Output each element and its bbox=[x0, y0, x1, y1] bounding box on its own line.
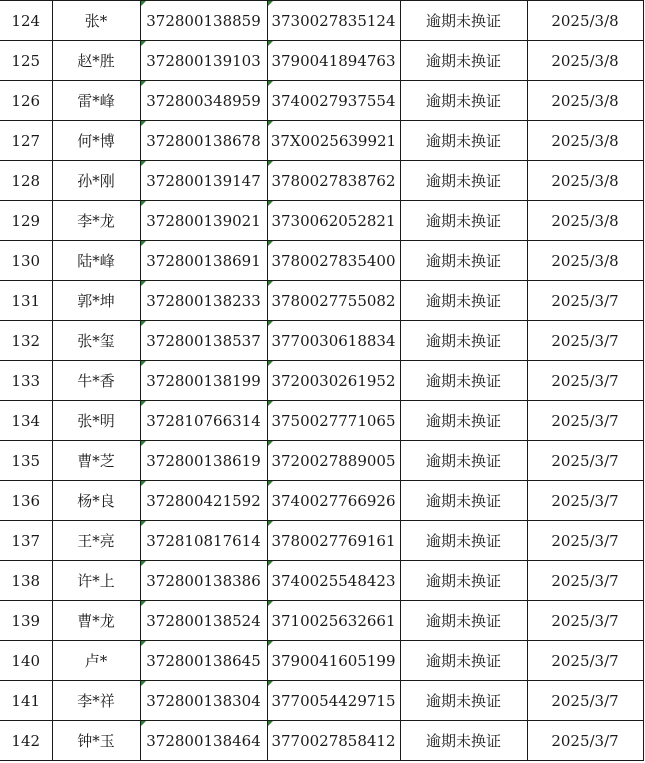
row-number-cell[interactable]: 130 bbox=[0, 241, 52, 281]
row-number-cell[interactable]: 128 bbox=[0, 161, 52, 201]
table-row bbox=[0, 601, 643, 641]
license-number-cell[interactable]: 3790041894763 bbox=[267, 41, 400, 81]
status-cell[interactable]: 逾期未换证 bbox=[400, 641, 527, 681]
date-cell[interactable]: 2025/3/7 bbox=[527, 681, 643, 721]
license-number-cell[interactable]: 3740027937554 bbox=[267, 81, 400, 121]
name-cell[interactable]: 钟*玉 bbox=[52, 721, 140, 761]
status-cell[interactable]: 逾期未换证 bbox=[400, 361, 527, 401]
name-cell[interactable]: 卢* bbox=[52, 641, 140, 681]
row-number-cell[interactable]: 134 bbox=[0, 401, 52, 441]
name-cell[interactable]: 牛*香 bbox=[52, 361, 140, 401]
id-number-cell[interactable]: 372810766314 bbox=[140, 401, 267, 441]
license-number-cell[interactable]: 3720027889005 bbox=[267, 441, 400, 481]
id-number-cell[interactable]: 372810817614 bbox=[140, 521, 267, 561]
license-number-cell[interactable]: 3770054429715 bbox=[267, 681, 400, 721]
name-cell[interactable]: 陆*峰 bbox=[52, 241, 140, 281]
table-row bbox=[0, 241, 643, 281]
status-cell[interactable]: 逾期未换证 bbox=[400, 1, 527, 41]
id-number-cell[interactable]: 372800139147 bbox=[140, 161, 267, 201]
date-cell[interactable]: 2025/3/8 bbox=[527, 241, 643, 281]
row-number-cell[interactable]: 125 bbox=[0, 41, 52, 81]
name-cell[interactable]: 李*祥 bbox=[52, 681, 140, 721]
date-cell[interactable]: 2025/3/8 bbox=[527, 161, 643, 201]
date-cell[interactable]: 2025/3/8 bbox=[527, 1, 643, 41]
name-cell[interactable]: 张* bbox=[52, 1, 140, 41]
date-cell[interactable]: 2025/3/7 bbox=[527, 401, 643, 441]
license-number-cell[interactable]: 3780027769161 bbox=[267, 521, 400, 561]
status-cell[interactable]: 逾期未换证 bbox=[400, 441, 527, 481]
date-cell[interactable]: 2025/3/8 bbox=[527, 81, 643, 121]
date-cell[interactable]: 2025/3/7 bbox=[527, 321, 643, 361]
status-cell[interactable]: 逾期未换证 bbox=[400, 681, 527, 721]
table-row bbox=[0, 161, 643, 201]
license-number-cell[interactable]: 3740027766926 bbox=[267, 481, 400, 521]
table-row bbox=[0, 321, 643, 361]
id-number-cell[interactable]: 372800138619 bbox=[140, 441, 267, 481]
table-row bbox=[0, 281, 643, 321]
row-number-cell[interactable]: 137 bbox=[0, 521, 52, 561]
status-cell[interactable]: 逾期未换证 bbox=[400, 161, 527, 201]
table-row bbox=[0, 481, 643, 521]
table-row bbox=[0, 521, 643, 561]
status-cell[interactable]: 逾期未换证 bbox=[400, 121, 527, 161]
license-number-cell[interactable]: 3770027858412 bbox=[267, 721, 400, 761]
date-cell[interactable]: 2025/3/7 bbox=[527, 521, 643, 561]
license-number-cell[interactable]: 3740025548423 bbox=[267, 561, 400, 601]
license-number-cell[interactable]: 37X0025639921 bbox=[267, 121, 400, 161]
license-number-cell[interactable]: 3790041605199 bbox=[267, 641, 400, 681]
license-number-cell[interactable]: 3770030618834 bbox=[267, 321, 400, 361]
id-number-cell[interactable]: 372800138859 bbox=[140, 1, 267, 41]
row-number-cell[interactable]: 131 bbox=[0, 281, 52, 321]
records-table-body bbox=[0, 1, 643, 761]
date-cell[interactable]: 2025/3/7 bbox=[527, 481, 643, 521]
status-cell[interactable]: 逾期未换证 bbox=[400, 481, 527, 521]
table-row bbox=[0, 361, 643, 401]
row-number-cell[interactable]: 142 bbox=[0, 721, 52, 761]
table-row bbox=[0, 681, 643, 721]
table-row bbox=[0, 201, 643, 241]
license-number-cell[interactable]: 3730062052821 bbox=[267, 201, 400, 241]
license-number-cell[interactable]: 3780027755082 bbox=[267, 281, 400, 321]
name-cell[interactable]: 张*玺 bbox=[52, 321, 140, 361]
date-cell[interactable]: 2025/3/7 bbox=[527, 281, 643, 321]
date-cell[interactable]: 2025/3/8 bbox=[527, 41, 643, 81]
id-number-cell[interactable]: 372800348959 bbox=[140, 81, 267, 121]
row-number-cell[interactable]: 135 bbox=[0, 441, 52, 481]
status-cell[interactable]: 逾期未换证 bbox=[400, 321, 527, 361]
name-cell[interactable]: 雷*峰 bbox=[52, 81, 140, 121]
status-cell[interactable]: 逾期未换证 bbox=[400, 281, 527, 321]
name-cell[interactable]: 杨*良 bbox=[52, 481, 140, 521]
status-cell[interactable]: 逾期未换证 bbox=[400, 81, 527, 121]
table-row bbox=[0, 41, 643, 81]
table-row bbox=[0, 401, 643, 441]
table-row bbox=[0, 641, 643, 681]
row-number-cell[interactable]: 139 bbox=[0, 601, 52, 641]
status-cell[interactable]: 逾期未换证 bbox=[400, 401, 527, 441]
table-row bbox=[0, 721, 643, 761]
name-cell[interactable]: 曹*芝 bbox=[52, 441, 140, 481]
status-cell[interactable]: 逾期未换证 bbox=[400, 721, 527, 761]
date-cell[interactable]: 2025/3/8 bbox=[527, 121, 643, 161]
name-cell[interactable]: 王*亮 bbox=[52, 521, 140, 561]
status-cell[interactable]: 逾期未换证 bbox=[400, 241, 527, 281]
id-number-cell[interactable]: 372800421592 bbox=[140, 481, 267, 521]
license-number-cell[interactable]: 3780027838762 bbox=[267, 161, 400, 201]
row-number-cell[interactable]: 141 bbox=[0, 681, 52, 721]
name-cell[interactable]: 孙*刚 bbox=[52, 161, 140, 201]
name-cell[interactable]: 李*龙 bbox=[52, 201, 140, 241]
row-number-cell[interactable]: 126 bbox=[0, 81, 52, 121]
license-number-cell[interactable]: 3750027771065 bbox=[267, 401, 400, 441]
license-number-cell[interactable]: 3710025632661 bbox=[267, 601, 400, 641]
row-number-cell[interactable]: 136 bbox=[0, 481, 52, 521]
name-cell[interactable]: 张*明 bbox=[52, 401, 140, 441]
id-number-cell[interactable]: 372800138464 bbox=[140, 721, 267, 761]
row-number-cell[interactable]: 133 bbox=[0, 361, 52, 401]
date-cell[interactable]: 2025/3/7 bbox=[527, 721, 643, 761]
id-number-cell[interactable]: 372800138233 bbox=[140, 281, 267, 321]
status-cell[interactable]: 逾期未换证 bbox=[400, 201, 527, 241]
id-number-cell[interactable]: 372800138524 bbox=[140, 601, 267, 641]
license-number-cell[interactable]: 3720030261952 bbox=[267, 361, 400, 401]
name-cell[interactable]: 曹*龙 bbox=[52, 601, 140, 641]
row-number-cell[interactable]: 129 bbox=[0, 201, 52, 241]
row-number-cell[interactable]: 140 bbox=[0, 641, 52, 681]
id-number-cell[interactable]: 372800139103 bbox=[140, 41, 267, 81]
status-cell[interactable]: 逾期未换证 bbox=[400, 561, 527, 601]
status-cell[interactable]: 逾期未换证 bbox=[400, 601, 527, 641]
table-row bbox=[0, 1, 643, 41]
date-cell[interactable]: 2025/3/7 bbox=[527, 601, 643, 641]
id-number-cell[interactable]: 372800139021 bbox=[140, 201, 267, 241]
license-number-cell[interactable]: 3780027835400 bbox=[267, 241, 400, 281]
row-number-cell[interactable]: 132 bbox=[0, 321, 52, 361]
row-number-cell[interactable]: 127 bbox=[0, 121, 52, 161]
status-cell[interactable]: 逾期未换证 bbox=[400, 521, 527, 561]
date-cell[interactable]: 2025/3/7 bbox=[527, 441, 643, 481]
row-number-cell[interactable]: 138 bbox=[0, 561, 52, 601]
table-row bbox=[0, 81, 643, 121]
id-number-cell[interactable]: 372800138199 bbox=[140, 361, 267, 401]
table-row bbox=[0, 561, 643, 601]
date-cell[interactable]: 2025/3/8 bbox=[527, 201, 643, 241]
id-number-cell[interactable]: 372800138645 bbox=[140, 641, 267, 681]
name-cell[interactable]: 何*博 bbox=[52, 121, 140, 161]
id-number-cell[interactable]: 372800138537 bbox=[140, 321, 267, 361]
row-number-cell[interactable]: 124 bbox=[0, 1, 52, 41]
date-cell[interactable]: 2025/3/7 bbox=[527, 641, 643, 681]
date-cell[interactable]: 2025/3/7 bbox=[527, 361, 643, 401]
status-cell[interactable]: 逾期未换证 bbox=[400, 41, 527, 81]
id-number-cell[interactable]: 372800138691 bbox=[140, 241, 267, 281]
table-row bbox=[0, 121, 643, 161]
id-number-cell[interactable]: 372800138386 bbox=[140, 561, 267, 601]
id-number-cell[interactable]: 372800138304 bbox=[140, 681, 267, 721]
name-cell[interactable]: 许*上 bbox=[52, 561, 140, 601]
name-cell[interactable]: 郭*坤 bbox=[52, 281, 140, 321]
table-row bbox=[0, 441, 643, 481]
name-cell[interactable]: 赵*胜 bbox=[52, 41, 140, 81]
license-number-cell[interactable]: 3730027835124 bbox=[267, 1, 400, 41]
id-number-cell[interactable]: 372800138678 bbox=[140, 121, 267, 161]
date-cell[interactable]: 2025/3/7 bbox=[527, 561, 643, 601]
